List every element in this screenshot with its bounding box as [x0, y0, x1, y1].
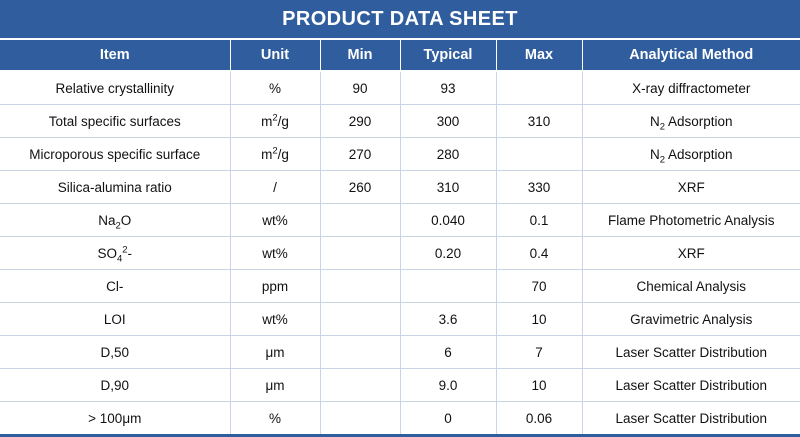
table-row [0, 336, 800, 369]
cell-min [320, 303, 400, 336]
specification-table [0, 40, 800, 434]
table-row [0, 171, 800, 204]
cell-min: 290 [320, 105, 400, 138]
cell-min [320, 402, 400, 434]
cell-min [320, 237, 400, 270]
cell-method: XRF [582, 237, 800, 270]
cell-item: D,90 [0, 369, 230, 402]
cell-min: 270 [320, 138, 400, 171]
column-header-max: Max [496, 40, 582, 71]
cell-item: > 100μm [0, 402, 230, 434]
cell-max: 10 [496, 303, 582, 336]
cell-item: D,50 [0, 336, 230, 369]
cell-item: $Na_2O$ [0, 204, 230, 237]
cell-min: 260 [320, 171, 400, 204]
cell-max: 7 [496, 336, 582, 369]
cell-max: 0.4 [496, 237, 582, 270]
cell-method: $N_2$ Adsorption [582, 138, 800, 171]
table-header [0, 40, 800, 71]
table-row [0, 369, 800, 402]
cell-unit: μm [230, 369, 320, 402]
table-body [0, 71, 800, 434]
cell-unit: wt% [230, 237, 320, 270]
table-header-row [0, 40, 800, 71]
table-row [0, 138, 800, 171]
cell-typical: 6 [400, 336, 496, 369]
cell-typical: 280 [400, 138, 496, 171]
column-header-typical: Typical [400, 40, 496, 71]
table-row [0, 402, 800, 434]
page-title: PRODUCT DATA SHEET [0, 0, 800, 40]
cell-method: Laser Scatter Distribution [582, 336, 800, 369]
cell-min [320, 204, 400, 237]
cell-typical [400, 270, 496, 303]
cell-method: X-ray diffractometer [582, 71, 800, 105]
cell-unit: $m^2/g$ [230, 105, 320, 138]
cell-method: Chemical Analysis [582, 270, 800, 303]
cell-max: 330 [496, 171, 582, 204]
cell-min [320, 369, 400, 402]
cell-method: Laser Scatter Distribution [582, 402, 800, 434]
cell-min [320, 336, 400, 369]
cell-method: Laser Scatter Distribution [582, 369, 800, 402]
cell-typical: 0.20 [400, 237, 496, 270]
table-row [0, 204, 800, 237]
cell-item: LOI [0, 303, 230, 336]
cell-item: $SO_4^2-$ [0, 237, 230, 270]
column-header-item: Item [0, 40, 230, 71]
cell-item: Total specific surfaces [0, 105, 230, 138]
cell-max: 70 [496, 270, 582, 303]
cell-max: 0.06 [496, 402, 582, 434]
cell-item: Relative crystallinity [0, 71, 230, 105]
cell-method: Flame Photometric Analysis [582, 204, 800, 237]
table-row [0, 237, 800, 270]
cell-typical: 9.0 [400, 369, 496, 402]
column-header-method: Analytical Method [582, 40, 800, 71]
table-row [0, 105, 800, 138]
cell-unit: % [230, 71, 320, 105]
cell-typical: 0 [400, 402, 496, 434]
cell-unit: wt% [230, 204, 320, 237]
cell-unit: ppm [230, 270, 320, 303]
cell-unit: / [230, 171, 320, 204]
cell-max: 0.1 [496, 204, 582, 237]
table-row [0, 270, 800, 303]
cell-unit: $m^2/g$ [230, 138, 320, 171]
cell-unit: % [230, 402, 320, 434]
table-row [0, 303, 800, 336]
cell-item: Microporous specific surface [0, 138, 230, 171]
cell-unit: μm [230, 336, 320, 369]
cell-max [496, 71, 582, 105]
cell-method: Gravimetric Analysis [582, 303, 800, 336]
cell-min [320, 270, 400, 303]
cell-max: 10 [496, 369, 582, 402]
cell-typical: 0.040 [400, 204, 496, 237]
cell-min: 90 [320, 71, 400, 105]
cell-item: Cl- [0, 270, 230, 303]
cell-item: Silica-alumina ratio [0, 171, 230, 204]
cell-max [496, 138, 582, 171]
cell-max: 310 [496, 105, 582, 138]
cell-typical: 310 [400, 171, 496, 204]
cell-typical: 93 [400, 71, 496, 105]
column-header-unit: Unit [230, 40, 320, 71]
column-header-min: Min [320, 40, 400, 71]
cell-method: XRF [582, 171, 800, 204]
cell-typical: 300 [400, 105, 496, 138]
cell-method: $N_2$ Adsorption [582, 105, 800, 138]
cell-unit: wt% [230, 303, 320, 336]
cell-typical: 3.6 [400, 303, 496, 336]
table-row [0, 71, 800, 105]
